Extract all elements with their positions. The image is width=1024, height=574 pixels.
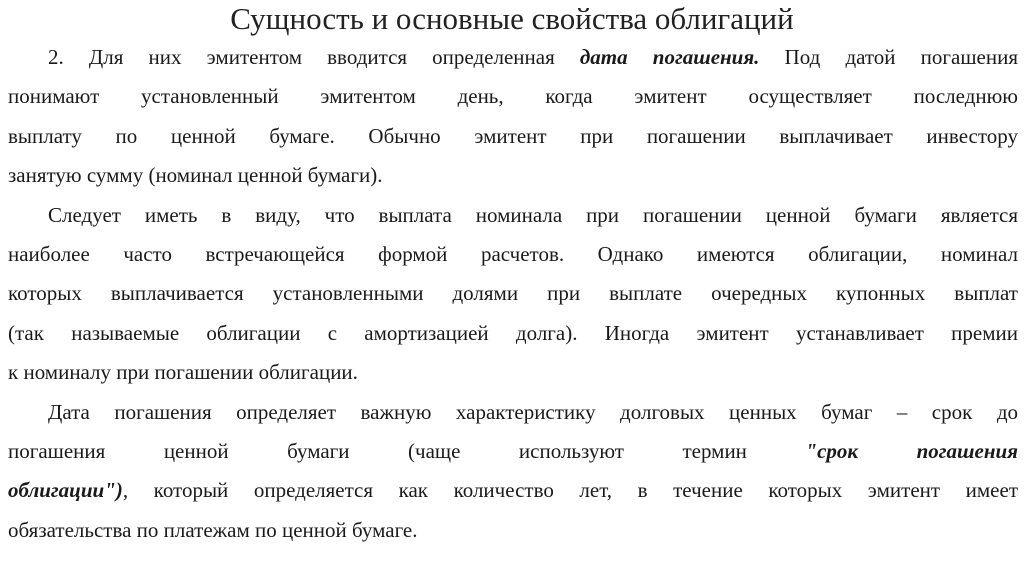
- emphasized-term: облигации"): [8, 478, 123, 503]
- emphasized-term: "срок погашения: [805, 438, 1018, 463]
- paragraph-2-line-3: [8, 274, 1018, 313]
- emphasized-term: дата погашения.: [579, 45, 760, 69]
- text-run: обязательства по платежам по ценной бумаге.: [8, 517, 418, 542]
- paragraph-3-line-2: [8, 432, 1018, 471]
- text-run: выплату по ценной бумаге. Обычно эмитент при погашении выплачивает инвестору: [8, 123, 1018, 148]
- text-run: Под датой погашения: [759, 45, 1018, 69]
- text-run: которых выплачивается установленными долями при выплате очередных купонных выплат: [8, 281, 1018, 306]
- paragraph-2-line-1: [8, 196, 1018, 235]
- paragraph-3-line-4: [8, 511, 1018, 550]
- paragraph-1-line-4: [8, 156, 1018, 195]
- text-run: Следует иметь в виду, что выплата номинала при погашении ценной бумаги является: [48, 202, 1018, 227]
- text-run: к номиналу при погашении облигации.: [8, 360, 358, 385]
- slide-body: [8, 38, 1018, 550]
- paragraph-2-line-4: [8, 314, 1018, 353]
- text-run: (так называемые облигации с амортизацией долга). Иногда эмитент устанавливает премии: [8, 320, 1018, 345]
- paragraph-1-line-1: [8, 38, 1018, 77]
- slide-title: Сущность и основные свойства облигаций: [230, 1, 794, 36]
- text-run: погашения ценной бумаги (чаще используют термин: [8, 438, 806, 463]
- text-run: наиболее часто встречающейся формой расчетов. Однако имеются облигации, номинал: [8, 241, 1018, 266]
- paragraph-3-line-3: [8, 471, 1018, 510]
- text-run: , который определяется как количество лет, в течение которых эмитент имеет: [122, 478, 1018, 503]
- text-run: Дата погашения определяет важную характеристику долговых ценных бумаг – срок до: [48, 399, 1018, 424]
- paragraph-3-line-1: [8, 393, 1018, 432]
- paragraph-1-line-2: [8, 77, 1018, 116]
- text-run: понимают установленный эмитентом день, когда эмитент осуществляет последнюю: [8, 84, 1018, 109]
- paragraph-2-line-5: [8, 353, 1018, 392]
- text-run: занятую сумму (номинал ценной бумаги).: [8, 163, 383, 188]
- paragraph-2-line-2: [8, 235, 1018, 274]
- text-run: 2. Для них эмитентом вводится определенная: [48, 45, 580, 69]
- paragraph-1-line-3: [8, 117, 1018, 156]
